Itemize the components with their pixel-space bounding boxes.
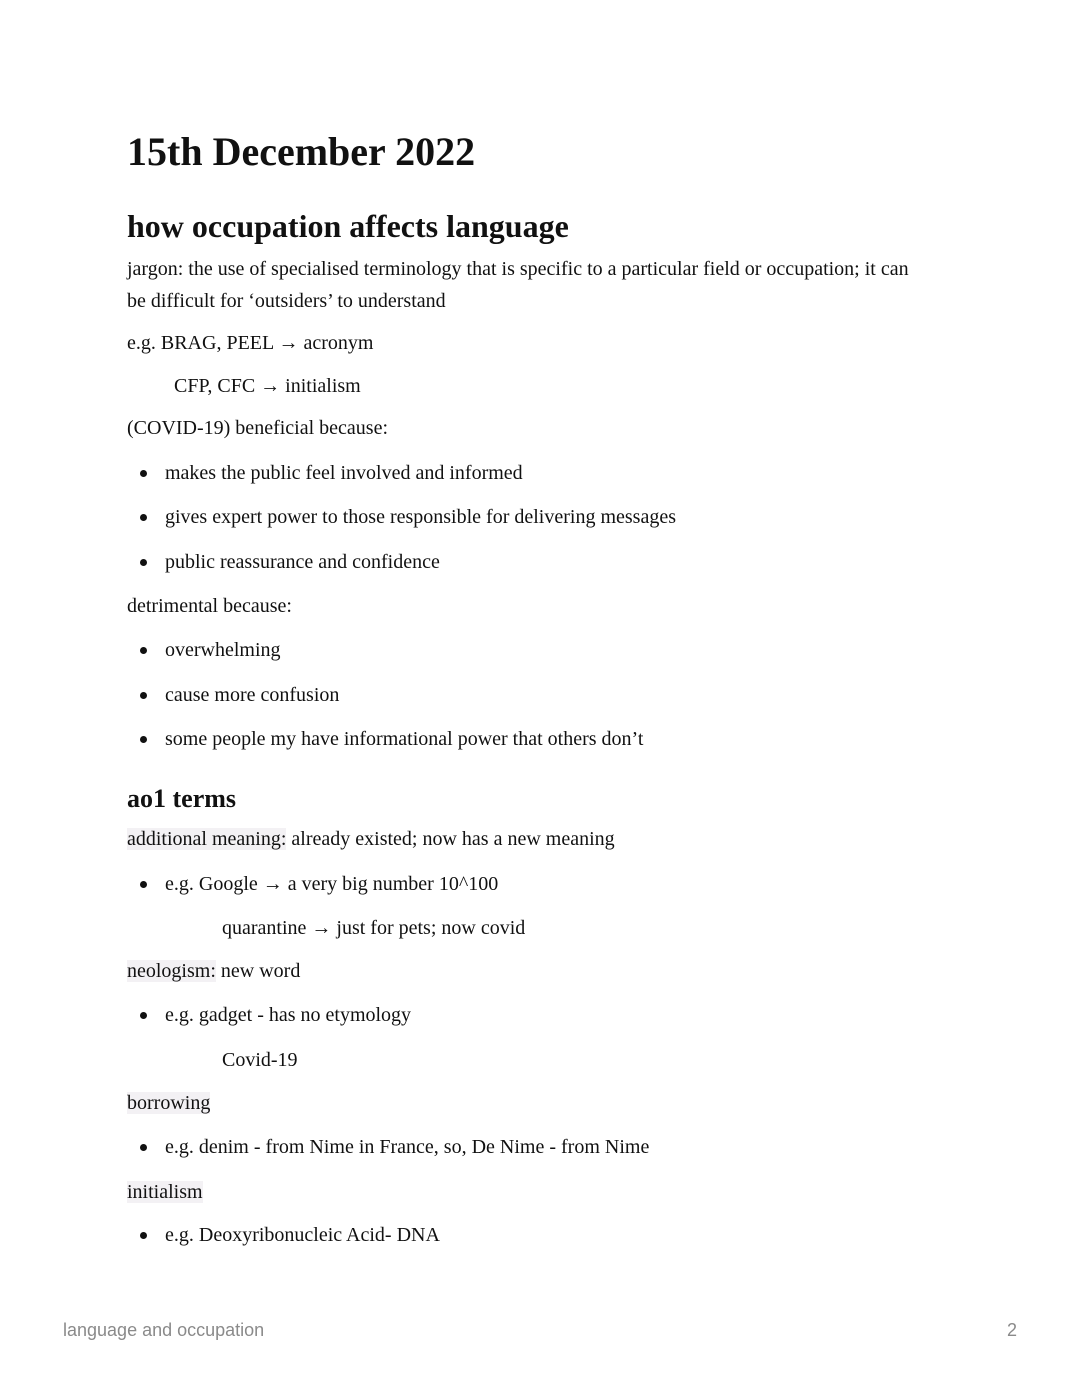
borrowing-term	[127, 1087, 210, 1119]
example-initialism: CFP, CFC → initialism	[174, 375, 361, 397]
bullet-icon	[140, 514, 147, 521]
beneficial-label: (COVID-19) beneficial because:	[127, 417, 388, 439]
bullet-icon	[140, 647, 147, 654]
term-definition: already existed; now has a new meaning	[286, 828, 615, 850]
list-item-text: makes the public feel involved and informed	[165, 462, 523, 484]
bullet-icon	[140, 736, 147, 743]
list-item-text: cause more confusion	[165, 684, 340, 706]
term-highlight: initialism	[127, 1181, 203, 1203]
example-continuation: Covid-19	[222, 1049, 298, 1071]
jargon-definition: jargon: the use of specialised terminology that is specific to a particular field or occupation; it can be difficult for ‘outsiders’ to understand	[127, 258, 909, 312]
list-item-text: e.g. Google → a very big number 10^100	[165, 873, 499, 895]
detrimental-label: detrimental because:	[127, 595, 292, 617]
additional-meaning-definition	[127, 823, 615, 855]
list-item-text: e.g. Deoxyribonucleic Acid- DNA	[165, 1224, 440, 1246]
list-item-text: e.g. denim - from Nime in France, so, De Nime - from Nime	[165, 1136, 650, 1158]
bullet-icon	[140, 881, 147, 888]
term-highlight: borrowing	[127, 1092, 211, 1114]
term-highlight: neologism:	[127, 960, 216, 982]
example-acronym: e.g. BRAG, PEEL → acronym	[127, 332, 374, 354]
bullet-icon	[140, 559, 147, 566]
list-item-text: gives expert power to those responsible for delivering messages	[165, 506, 676, 528]
bullet-icon	[140, 1232, 147, 1239]
bullet-icon	[140, 1012, 147, 1019]
list-item-text: overwhelming	[165, 639, 281, 661]
section-heading-ao1-terms: ao1 terms	[127, 784, 237, 813]
bullet-icon	[140, 1144, 147, 1151]
initialism-term	[127, 1176, 203, 1208]
list-item-text: some people my have informational power that others don’t	[165, 728, 644, 750]
date-heading: 15th December 2022	[127, 129, 476, 174]
footer-title: language and occupation	[63, 1320, 265, 1340]
page-number: 2	[1006, 1320, 1017, 1340]
term-highlight: additional meaning:	[127, 828, 287, 850]
list-item-text: e.g. gadget - has no etymology	[165, 1004, 412, 1026]
neologism-definition	[127, 955, 300, 987]
bullet-icon	[140, 470, 147, 477]
bullet-icon	[140, 692, 147, 699]
example-continuation: quarantine → just for pets; now covid	[222, 917, 526, 939]
section-heading-occupation: how occupation affects language	[127, 208, 569, 244]
list-item-text: public reassurance and confidence	[165, 551, 440, 573]
term-definition: new word	[215, 960, 301, 982]
